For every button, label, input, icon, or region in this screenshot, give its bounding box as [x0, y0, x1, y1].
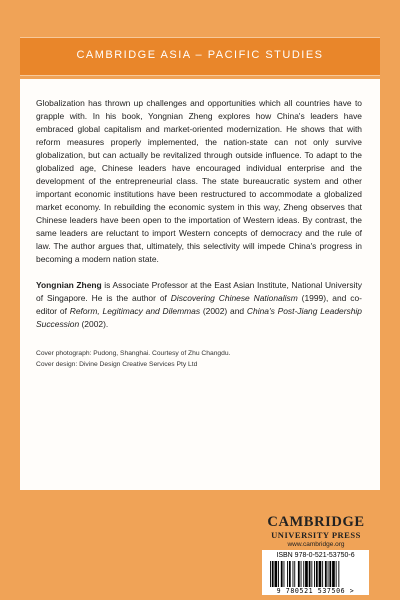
publisher-logo	[262, 515, 370, 549]
barcode-icon	[268, 561, 363, 587]
book-title: China's Post-Jiang Leadership Succession	[36, 306, 362, 329]
bio-text: is Associate Professor at the East Asian Institute, National University of Singapore. He is the author of	[36, 280, 362, 303]
book-title: Reform, Legitimacy and Dilemmas	[69, 306, 201, 316]
publisher-subtitle: UNIVERSITY PRESS	[271, 530, 361, 540]
author-name: Yongnian Zheng	[36, 280, 102, 290]
barcode-number: 9 780521 537506 >	[276, 587, 355, 595]
blurb-paragraph: Globalization has thrown up challenges and opportunities which all countries have to grapple with. In his book, Yongnian Zheng explores how China's leaders have embraced global capitalism and market-oriented modernization. He shows that with reform measures properly implemented, the nation-state can not only survive globalization, but can actually be revitalized through outside influence. To adapt to the globalized age, Chinese leaders have encouraged individual enterprise and the development of the entrepreneurial class. The state bureaucratic system and other important economic institutions have been restructured to accommodate a globalized market economy. In rebuilding the economic system in this way, Zheng observes that Chinese leaders have been open to the importation of Western ideas. By contrast, the same leaders are reluctant to import Western concepts of democracy and the rule of law. The author argues that, ultimately, this selectivity will impede China's progress in becoming a modern nation state.	[36, 98, 362, 264]
barcode-block	[262, 550, 369, 595]
publisher-url: www.cambridge.org	[287, 541, 345, 548]
series-banner	[20, 37, 380, 76]
book-title: Discovering Chinese Nationalism	[170, 293, 298, 303]
bio-text: (2002) and	[200, 306, 247, 316]
photo-credit: Cover photograph: Pudong, Shanghai. Courtesy of Zhu Changdu.	[36, 350, 231, 357]
bio-text: (2002).	[79, 319, 109, 329]
series-title: CAMBRIDGE ASIA – PACIFIC STUDIES	[76, 49, 324, 61]
isbn: ISBN 978-0-521-53750-6	[276, 552, 355, 559]
bio-text: (1999), and co-editor of	[36, 293, 362, 316]
design-credit: Cover design: Divine Design Creative Services Pty Ltd	[36, 361, 198, 368]
author-bio	[36, 279, 362, 331]
publisher-name: CAMBRIDGE	[267, 514, 365, 530]
cover-credits	[36, 348, 362, 370]
text-panel	[20, 79, 380, 490]
